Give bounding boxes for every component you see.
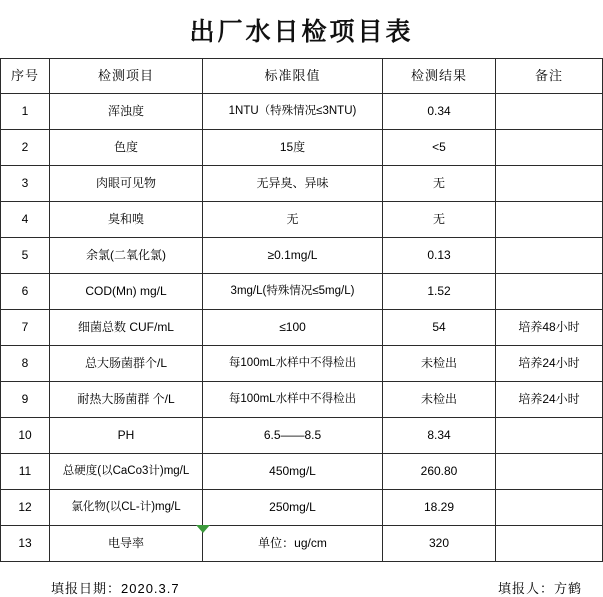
cell-seq: 3 [1, 166, 50, 202]
cell-item: PH [50, 418, 203, 454]
table-row [1, 130, 603, 166]
water-quality-table [0, 58, 603, 562]
table-row [1, 238, 603, 274]
cell-seq: 4 [1, 202, 50, 238]
cell-seq: 12 [1, 490, 50, 526]
cell-item: 色度 [50, 130, 203, 166]
cell-seq: 10 [1, 418, 50, 454]
cell-result: 未检出 [383, 382, 496, 418]
cell-item: 耐热大肠菌群 个/L [50, 382, 203, 418]
table-row [1, 310, 603, 346]
cell-result: 320 [383, 526, 496, 562]
green-triangle-marker [196, 525, 210, 533]
cell-result: 0.13 [383, 238, 496, 274]
cell-note: 培养24小时 [496, 346, 603, 382]
cell-item: 总大肠菌群个/L [50, 346, 203, 382]
cell-seq: 11 [1, 454, 50, 490]
cell-seq: 5 [1, 238, 50, 274]
cell-standard: 单位：ug/cm [203, 526, 383, 562]
column-header-standard: 标准限值 [203, 59, 383, 94]
table-row [1, 202, 603, 238]
cell-item [50, 490, 203, 526]
cell-standard: 250mg/L [203, 490, 383, 526]
cell-standard [203, 346, 383, 382]
cell-standard [203, 382, 383, 418]
cell-seq: 8 [1, 346, 50, 382]
cell-item-text: 总硬度(以CaCo3计)mg/L [62, 464, 190, 477]
cell-item: 余氯(二氧化氯) [50, 238, 203, 274]
cell-item: 细菌总数 CUF/mL [50, 310, 203, 346]
cell-note [496, 130, 603, 166]
cell-item: 电导率 [50, 526, 203, 562]
cell-item: 肉眼可见物 [50, 166, 203, 202]
cell-standard-text: 1NTU（特殊情况≤3NTU) [228, 104, 357, 117]
cell-result: 54 [383, 310, 496, 346]
report-date: 填报日期：2020.3.7 [51, 581, 180, 596]
table-row [1, 346, 603, 382]
table-row [1, 418, 603, 454]
cell-note [496, 274, 603, 310]
cell-seq: 6 [1, 274, 50, 310]
cell-standard: 无 [203, 202, 383, 238]
cell-note [496, 202, 603, 238]
cell-standard: 450mg/L [203, 454, 383, 490]
cell-result: 无 [383, 166, 496, 202]
cell-standard [203, 274, 383, 310]
table-row [1, 454, 603, 490]
table-body [1, 94, 603, 562]
cell-note [496, 238, 603, 274]
table-row [1, 382, 603, 418]
table-row [1, 274, 603, 310]
cell-standard [203, 94, 383, 130]
cell-standard-text: 每100mL水样中不得检出 [228, 356, 357, 369]
cell-standard-text: 3mg/L(特殊情况≤5mg/L) [230, 284, 355, 297]
cell-standard: 无异臭、异味 [203, 166, 383, 202]
column-header-note: 备注 [496, 59, 603, 94]
cell-seq: 1 [1, 94, 50, 130]
table-header-row [1, 59, 603, 94]
table-row [1, 166, 603, 202]
page-title: 出厂水日检项目表 [189, 17, 414, 46]
cell-note: 培养48小时 [496, 310, 603, 346]
cell-result: 未检出 [383, 346, 496, 382]
cell-note: 培养24小时 [496, 382, 603, 418]
cell-result: 260.80 [383, 454, 496, 490]
cell-result: 0.34 [383, 94, 496, 130]
cell-item: COD(Mn) mg/L [50, 274, 203, 310]
cell-item: 臭和嗅 [50, 202, 203, 238]
cell-note [496, 166, 603, 202]
table-header [1, 59, 603, 94]
cell-note [496, 454, 603, 490]
cell-standard-text: 每100mL水样中不得检出 [228, 392, 357, 405]
cell-item-text: 氯化物(以CL-计)mg/L [71, 500, 181, 513]
cell-standard: ≥0.1mg/L [203, 238, 383, 274]
column-header-result: 检测结果 [383, 59, 496, 94]
cell-result: 18.29 [383, 490, 496, 526]
cell-item [50, 454, 203, 490]
table-row [1, 526, 603, 562]
cell-result: 1.52 [383, 274, 496, 310]
cell-note [496, 490, 603, 526]
cell-note [496, 526, 603, 562]
reporter-name: 填报人：方鹤 [497, 581, 582, 596]
cell-result: 无 [383, 202, 496, 238]
cell-result: <5 [383, 130, 496, 166]
cell-result: 8.34 [383, 418, 496, 454]
cell-seq: 2 [1, 130, 50, 166]
table-row [1, 94, 603, 130]
cell-note [496, 94, 603, 130]
cell-seq: 13 [1, 526, 50, 562]
cell-standard: 15度 [203, 130, 383, 166]
column-header-item: 检测项目 [50, 59, 203, 94]
cell-seq: 9 [1, 382, 50, 418]
cell-standard: ≤100 [203, 310, 383, 346]
column-header-seq: 序号 [1, 59, 50, 94]
cell-standard: 6.5——8.5 [203, 418, 383, 454]
cell-seq: 7 [1, 310, 50, 346]
document-footer [13, 562, 590, 596]
table-row [1, 490, 603, 526]
cell-item: 浑浊度 [50, 94, 203, 130]
cell-note [496, 418, 603, 454]
